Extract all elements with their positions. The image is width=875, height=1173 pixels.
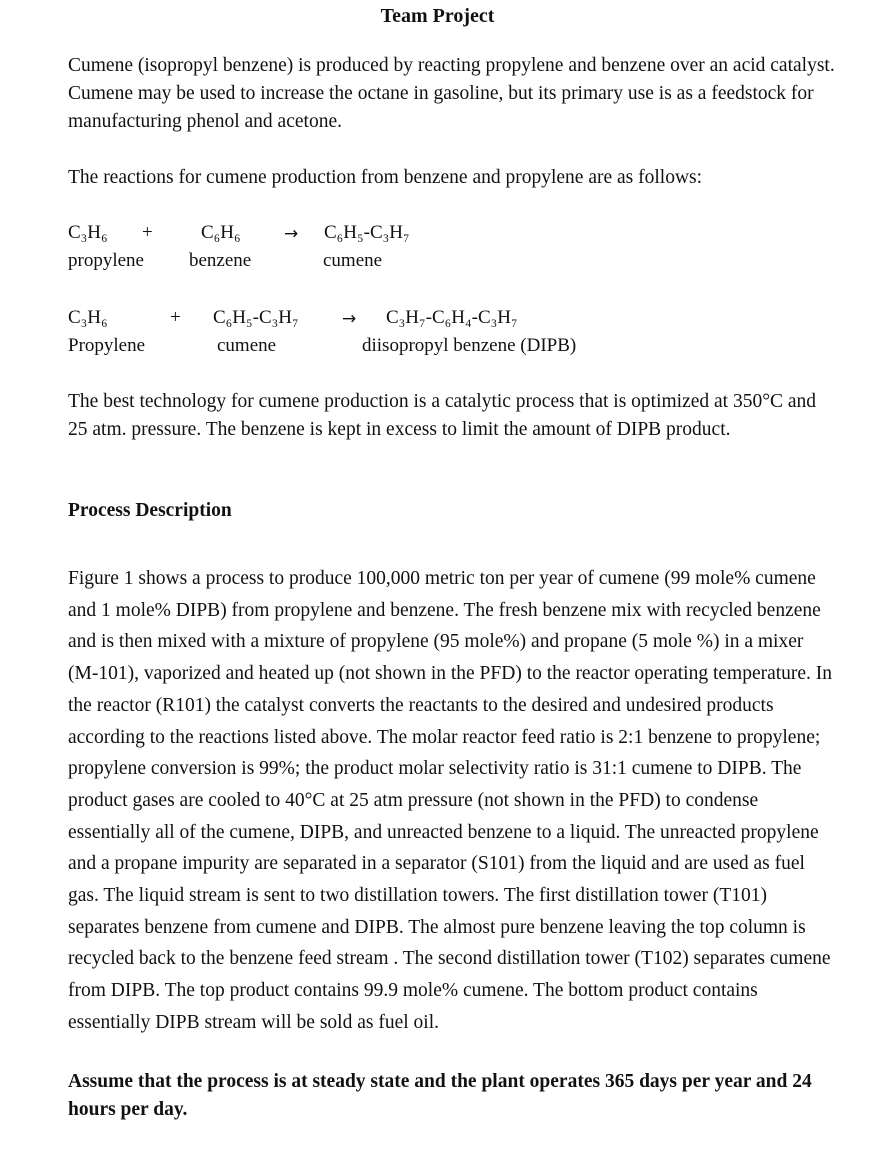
intro-paragraph: Cumene (isopropyl benzene) is produced by reacting propylene and benzene over an acid catalyst. Cumene may be used to increase the octane in gasoline, but its primary use is as a feedstock for manufacturing phenol and acetone. (68, 55, 835, 132)
reaction-2-plus: + (170, 307, 181, 328)
technology-paragraph: The best technology for cumene production is a catalytic process that is optimized at 350°C and 25 atm. pressure. The benzene is kept in excess to limit the amount of DIPB product. (68, 391, 817, 440)
reaction-2-reactant-1-name: Propylene (68, 335, 146, 356)
reaction-1-reactant-2-formula: C₆H₆ (201, 222, 241, 243)
reaction-2-reactant-2-name: cumene (217, 335, 277, 356)
reaction-2-product-name: diisopropyl benzene (DIPB) (362, 335, 577, 356)
reaction-2-arrow: → (342, 309, 357, 329)
reactions-intro: The reactions for cumene production from benzene and propylene are as follows: (68, 167, 703, 188)
assumption-statement: Assume that the process is at steady state and the plant operates 365 days per year and 24 hours per day. (68, 1071, 812, 1120)
reaction-2-reactant-2-formula: C₆H₅-C₃H₇ (213, 307, 299, 328)
process-description-paragraph: Figure 1 shows a process to produce 100,000 metric ton per year of cumene (99 mole% cumene and 1 mole% DIPB) from propylene and benzene. The fresh benzene mix with recycled benzene and is then mixed with a mixture of propylene (95 mole%) and propane (5 mole %) in a mixer (M-101), vaporized and heated up (not shown in the PFD) to the reactor operating temperature. In the reactor (R101) the catalyst converts the reactants to the desired and undesired products according to the reactions listed above. The molar reactor feed ratio is 2:1 benzene to propylene; propylene conversion is 99%; the product molar selectivity ratio is 31:1 cumene to DIPB. The product gases are cooled to 40°C at 25 atm pressure (not shown in the PFD) to condense essentially all of the cumene, DIPB, and unreacted benzene to a liquid. The unreacted propylene and a propane impurity are separated in a separator (S101) from the liquid and are used as fuel gas. The liquid stream is sent to two distillation towers. The first distillation tower (T101) separates benzene from cumene and DIPB. The almost pure benzene leaving the top column is recycled back to the benzene feed stream . The second distillation tower (T102) separates cumene from DIPB. The top product contains 99.9 mole% cumene. The bottom product contains essentially DIPB stream will be sold as fuel oil. (68, 568, 833, 1033)
page-title: Team Project (380, 5, 495, 27)
reaction-1-product-name: cumene (323, 250, 383, 271)
reaction-1-product-formula: C₆H₅-C₃H₇ (324, 222, 410, 243)
reaction-1-plus: + (142, 222, 153, 243)
reaction-2-reactant-1-formula: C₃H₆ (68, 307, 108, 328)
reaction-1-reactant-1-name: propylene (68, 250, 144, 271)
process-description-heading: Process Description (68, 500, 232, 521)
reaction-2-product-formula: C₃H₇-C₆H₄-C₃H₇ (386, 307, 518, 328)
reaction-1-arrow: → (284, 224, 299, 244)
reaction-1-reactant-2-name: benzene (189, 250, 252, 271)
reaction-1-reactant-1-formula: C₃H₆ (68, 222, 108, 243)
